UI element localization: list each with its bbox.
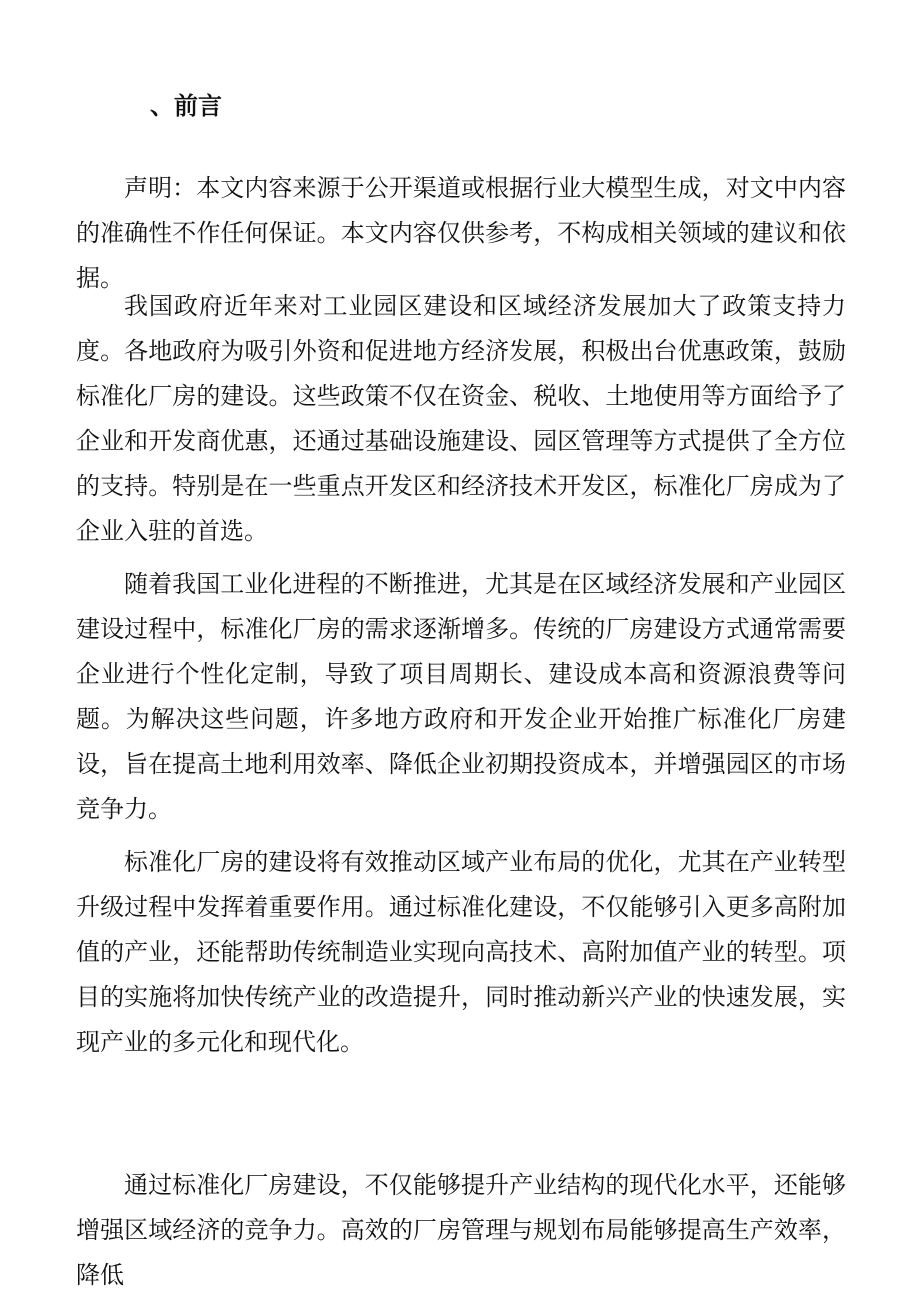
paragraph-competitiveness: 通过标准化厂房建设，不仅能够提升产业结构的现代化水平，还能够增强区域经济的竞争力。高效的厂房管理与规划布局能够提高生产效率，降低 [76,1171,846,1289]
paragraph-industry-layout: 标准化厂房的建设将有效推动区域产业布局的优化，尤其在产业转型升级过程中发挥着重要作用。通过标准化建设，不仅能够引入更多高附加值的产业，还能帮助传统制造业实现向高技术、高附加值产业的转型。项目的实施将加快传统产业的改造提升，同时推动新兴产业的快速发展，实现产业的多元化和现代化。 [76,848,846,1056]
paragraph-policy-support: 我国政府近年来对工业园区建设和区域经济发展加大了政策支持力度。各地政府为吸引外资和促进地方经济发展，积极出台优惠政策，鼓励标准化厂房的建设。这些政策不仅在资金、税收、土地使用等方面给予了企业和开发商优惠，还通过基础设施建设、园区管理等方式提供了全方位的支持。特别是在一些重点开发区和经济技术开发区，标准化厂房成为了企业入驻的首选。 [76,292,846,545]
paragraph-industrialization: 随着我国工业化进程的不断推进，尤其是在区域经济发展和产业园区建设过程中，标准化厂房的需求逐渐增多。传统的厂房建设方式通常需要企业进行个性化定制，导致了项目周期长、建设成本高和资源浪费等问题。为解决这些问题，许多地方政府和开发企业开始推广标准化厂房建设，旨在提高土地利用效率、降低企业初期投资成本，并增强园区的市场竞争力。 [76,570,846,823]
paragraph-disclaimer: 声明：本文内容来源于公开渠道或根据行业大模型生成，对文中内容的准确性不作任何保证。本文内容仅供参考，不构成相关领域的建议和依据。 [76,174,846,292]
section-heading: 、前言 [150,91,222,120]
